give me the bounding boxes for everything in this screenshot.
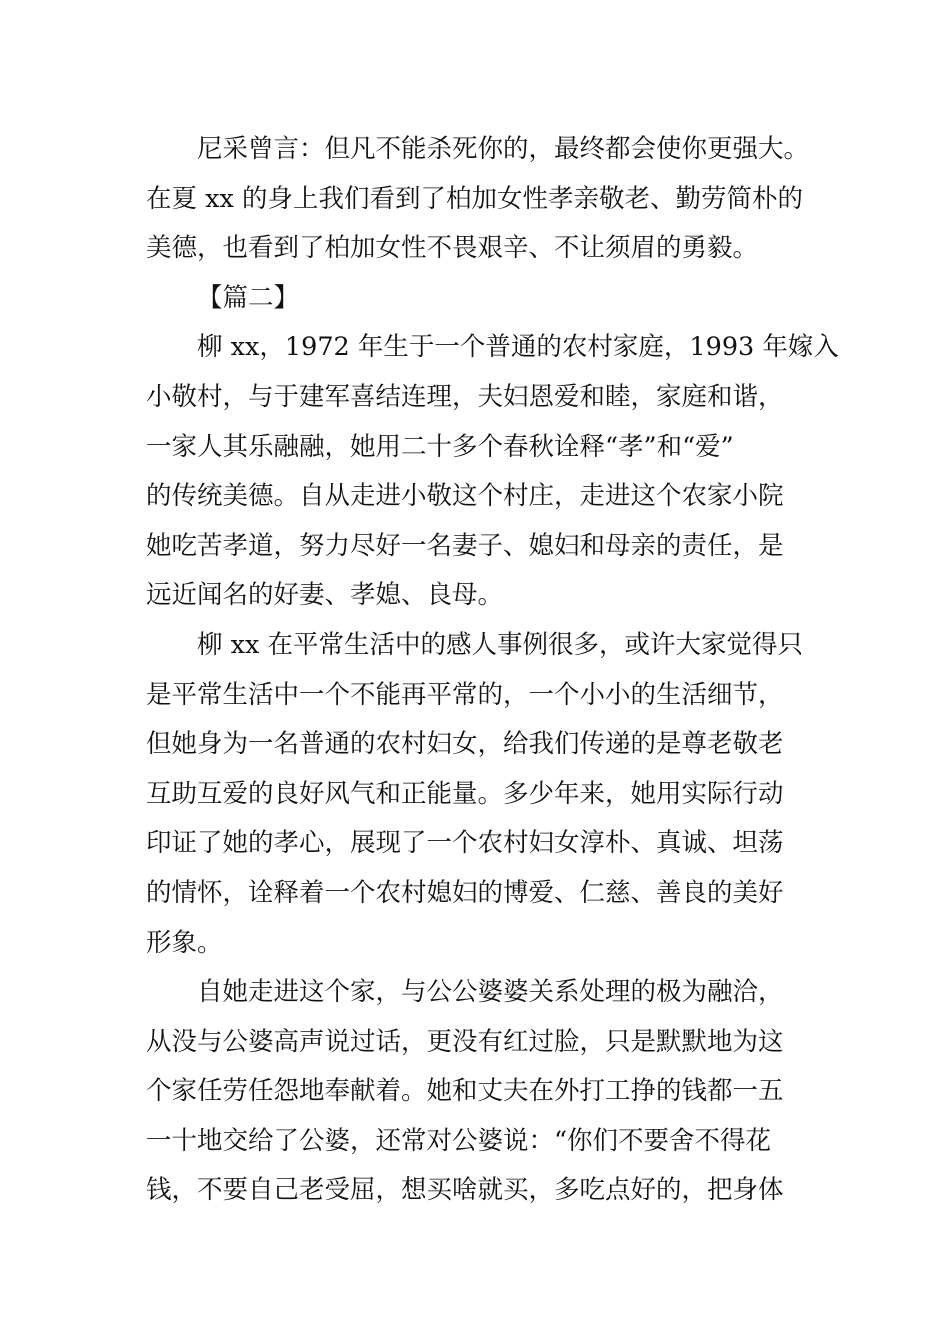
text-line: 一家人其乐融融，她用二十多个春秋诠释“孝”和“爱” bbox=[146, 431, 734, 462]
section-heading: 【篇二】 bbox=[197, 282, 300, 313]
text-line: 尼采曾言：但凡不能杀死你的，最终都会使你更强大。 bbox=[197, 134, 810, 164]
text-line: 从没与公婆高声说过话，更没有红过脸，只是默默地为这 bbox=[146, 1026, 784, 1057]
text-line: 印证了她的孝心，展现了一个农村妇女淳朴、真诚、坦荡 bbox=[146, 828, 784, 859]
text-line: 她吃苦孝道，努力尽好一名妻子、媳妇和母亲的责任，是 bbox=[146, 530, 784, 561]
text-line: 在夏 xx 的身上我们看到了柏加女性孝亲敬老、勤劳简朴的 bbox=[146, 183, 803, 214]
text-line: 小敬村，与于建军喜结连理，夫妇恩爱和睦，家庭和谐， bbox=[146, 381, 784, 412]
text-line: 互助互爱的良好风气和正能量。多少年来，她用实际行动 bbox=[146, 778, 784, 809]
text-line: 远近闻名的好妻、孝媳、良母。 bbox=[146, 580, 504, 611]
document-body bbox=[146, 125, 839, 1216]
text-line: 是平常生活中一个不能再平常的，一个小小的生活细节， bbox=[146, 679, 784, 710]
text-line: 形象。 bbox=[146, 927, 223, 958]
text-line: 柳 xx 在平常生活中的感人事例很多，或许大家觉得只 bbox=[197, 629, 803, 660]
text-line: 的传统美德。自从走进小敬这个村庄，走进这个农家小院 bbox=[146, 481, 784, 512]
text-line: 柳 xx，1972 年生于一个普通的农村家庭，1993 年嫁入 bbox=[197, 332, 839, 363]
text-line: 美德，也看到了柏加女性不畏艰辛、不让须眉的勇毅。 bbox=[146, 233, 759, 264]
text-line: 个家任劳任怨地奉献着。她和丈夫在外打工挣的钱都一五 bbox=[146, 1076, 784, 1107]
text-line: 一十地交给了公婆，还常对公婆说：“你们不要舍不得花 bbox=[146, 1125, 772, 1156]
text-line: 的情怀，诠释着一个农村媳妇的博爱、仁慈、善良的美好 bbox=[146, 877, 784, 908]
text-line: 但她身为一名普通的农村妇女，给我们传递的是尊老敬老 bbox=[146, 729, 784, 760]
text-line: 自她走进这个家，与公公婆婆关系处理的极为融洽， bbox=[197, 977, 784, 1008]
text-line: 钱，不要自己老受屈，想买啥就买，多吃点好的，把身体 bbox=[146, 1175, 784, 1206]
